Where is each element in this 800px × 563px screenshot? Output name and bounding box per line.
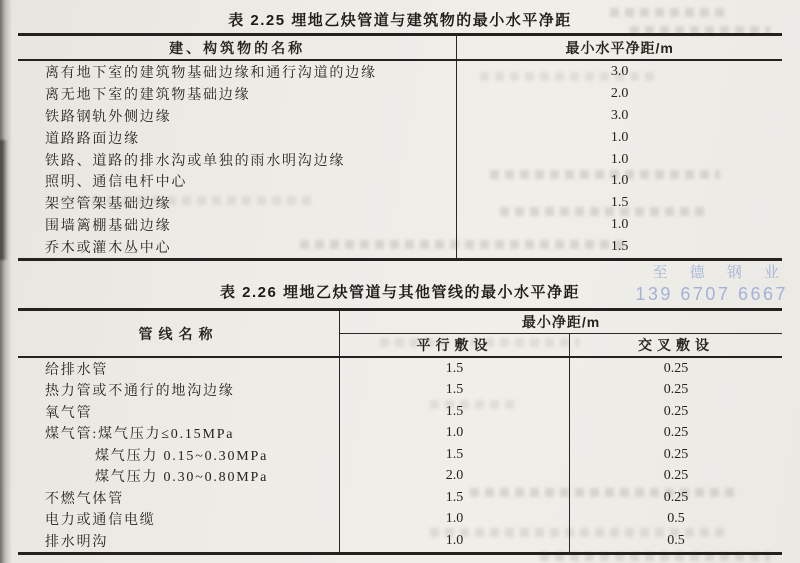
structure-name-cell: 铁路、道路的排水沟或单独的雨水明沟边缘 xyxy=(18,149,457,171)
pipeline-name-cell: 给排水管 xyxy=(18,358,340,380)
crossing-value-cell: 0.25 xyxy=(663,360,689,376)
pipeline-name-cell: 排水明沟 xyxy=(18,530,340,552)
table1-title: 表 2.25 埋地乙炔管道与建筑物的最小水平净距 xyxy=(228,12,572,29)
parallel-value-cell: 1.5 xyxy=(340,380,570,402)
table2-header xyxy=(18,311,782,358)
structure-name-cell: 围墙篱棚基础边缘 xyxy=(18,214,457,236)
structure-name-cell: 照明、通信电杆中心 xyxy=(18,170,457,192)
book-spine-shadow-dark xyxy=(0,140,8,260)
table-row xyxy=(18,530,782,552)
crossing-value-cell: 0.25 xyxy=(663,446,689,462)
parallel-value-cell: 1.5 xyxy=(340,401,570,423)
table-row xyxy=(18,509,782,531)
table-row xyxy=(18,423,782,445)
parallel-value-cell: 1.5 xyxy=(340,444,570,466)
pipeline-name-cell: 热力管或不通行的地沟边缘 xyxy=(18,380,340,402)
table1-clearance-to-buildings xyxy=(18,33,782,261)
clearance-value-cell: 3.0 xyxy=(610,107,629,123)
table2-body xyxy=(18,358,782,552)
crossing-value-cell: 0.25 xyxy=(663,489,689,505)
table2-clearance-to-pipelines xyxy=(18,308,782,555)
table1-body xyxy=(18,61,782,258)
structure-name-cell: 离无地下室的建筑物基础边缘 xyxy=(18,83,457,105)
table2-header-min-clearance-group: 最小净距/m xyxy=(340,311,782,334)
pipeline-name-cell: 煤气管:煤气压力≤0.15MPa xyxy=(18,423,340,445)
table2-title: 表 2.26 埋地乙炔管道与其他管线的最小水平净距 xyxy=(219,284,581,301)
table2-header-subcolumns xyxy=(340,334,782,356)
table1-header-structure-name: 建、构筑物的名称 xyxy=(18,36,457,59)
crossing-value-cell: 0.5 xyxy=(667,511,685,527)
clearance-value-cell: 1.5 xyxy=(610,239,629,255)
table1-header-row xyxy=(18,36,782,61)
table-row xyxy=(18,192,782,214)
table-row xyxy=(18,149,782,171)
table-row xyxy=(18,83,782,105)
pipeline-name-cell: 煤气压力 0.15~0.30MPa xyxy=(18,444,340,466)
structure-name-cell: 离有地下室的建筑物基础边缘和通行沟道的边缘 xyxy=(18,61,457,83)
table2-header-parallel: 平行敷设 xyxy=(340,334,570,356)
parallel-value-cell: 1.0 xyxy=(340,530,570,552)
structure-name-cell: 架空管架基础边缘 xyxy=(18,192,457,214)
parallel-value-cell: 2.0 xyxy=(340,466,570,488)
watermark-company-name: 至 德 钢 业 xyxy=(652,264,788,281)
table-row xyxy=(18,380,782,402)
structure-name-cell: 道路路面边缘 xyxy=(18,127,457,149)
clearance-value-cell: 2.0 xyxy=(610,85,629,101)
pipeline-name-cell: 煤气压力 0.30~0.80MPa xyxy=(18,466,340,488)
table1-header-min-clearance: 最小水平净距/m xyxy=(565,39,674,56)
table2-header-crossing: 交叉敷设 xyxy=(637,337,714,353)
table-row xyxy=(18,170,782,192)
pipeline-name-cell: 不燃气体管 xyxy=(18,487,340,509)
clearance-value-cell: 1.0 xyxy=(610,173,629,189)
parallel-value-cell: 1.0 xyxy=(340,423,570,445)
pipeline-name-cell: 氧气管 xyxy=(18,401,340,423)
crossing-value-cell: 0.25 xyxy=(663,425,689,441)
parallel-value-cell: 1.5 xyxy=(340,358,570,380)
crossing-value-cell: 0.25 xyxy=(663,468,689,484)
table-row xyxy=(18,236,782,258)
table-row xyxy=(18,127,782,149)
table-row xyxy=(18,401,782,423)
table-row xyxy=(18,105,782,127)
crossing-value-cell: 0.25 xyxy=(663,403,689,419)
pipeline-name-cell: 电力或通信电缆 xyxy=(18,509,340,531)
table-row xyxy=(18,487,782,509)
structure-name-cell: 铁路钢轨外侧边缘 xyxy=(18,105,457,127)
parallel-value-cell: 1.5 xyxy=(340,487,570,509)
clearance-value-cell: 1.0 xyxy=(610,151,629,167)
clearance-value-cell: 1.5 xyxy=(610,195,629,211)
table2-header-pipeline-name: 管线名称 xyxy=(18,311,340,356)
table-row xyxy=(18,214,782,236)
crossing-value-cell: 0.25 xyxy=(663,382,689,398)
table-row xyxy=(18,466,782,488)
clearance-value-cell: 3.0 xyxy=(610,63,629,79)
clearance-value-cell: 1.0 xyxy=(610,217,629,233)
table2-header-right-section xyxy=(340,311,782,356)
watermark-phone-number: 139 6707 6667 xyxy=(635,283,788,304)
clearance-value-cell: 1.0 xyxy=(610,129,629,145)
table-row xyxy=(18,358,782,380)
table-row xyxy=(18,444,782,466)
structure-name-cell: 乔木或灌木丛中心 xyxy=(18,236,457,258)
table-row xyxy=(18,61,782,83)
crossing-value-cell: 0.5 xyxy=(667,532,685,548)
parallel-value-cell: 1.0 xyxy=(340,509,570,531)
